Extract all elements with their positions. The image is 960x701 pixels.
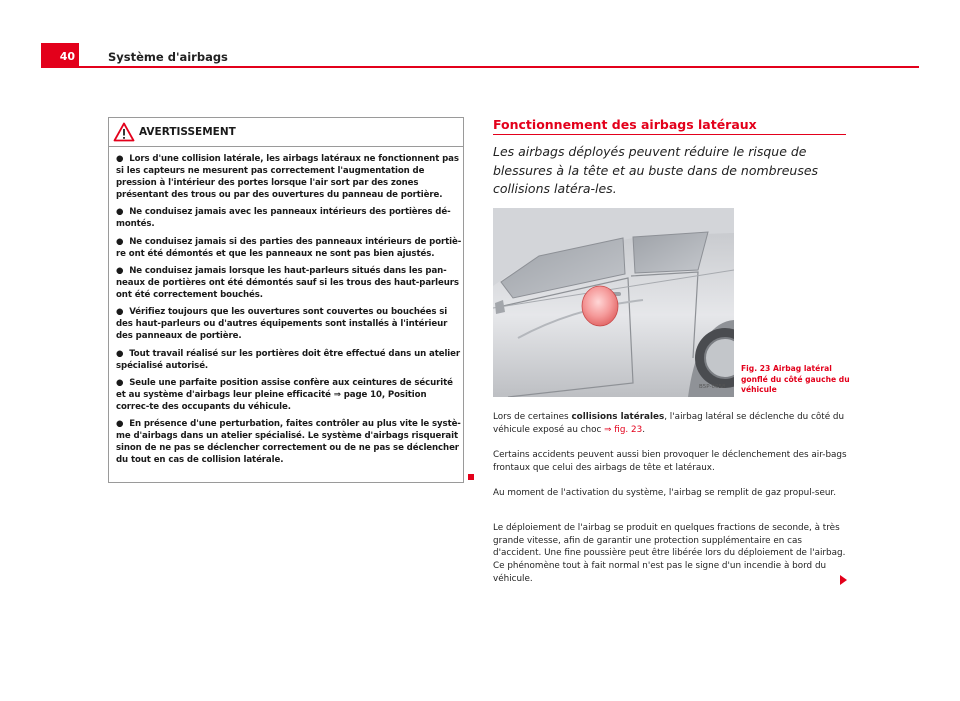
warning-item: ● Lors d'une collision latérale, les airbags latéraux ne fonctionnent pas si les capteurs ne mesurent pas correctement l'augmentation de pression à l'intérieur des portes lorsque l'air sort par des zones présentant des trous ou par des ouvertures du panneau de portière. (116, 154, 459, 200)
warning-item: ● Ne conduisez jamais lorsque les haut-parleurs situés dans les pan-neaux de portières ont été démontés sauf si les trous des haut-parleurs ont été correctement bouchés. (116, 266, 459, 300)
warning-header (109, 118, 463, 147)
end-of-section-marker (468, 474, 474, 480)
figure-side-airbag (493, 208, 734, 397)
warning-item: ● Ne conduisez jamais avec les panneaux intérieurs des portières dé-montés. (116, 207, 451, 230)
figure-caption: Fig. 23 Airbag latéral gonflé du côté gauche du véhicule (741, 364, 850, 394)
warning-item: ● Seule une parfaite position assise confère aux ceintures de sécurité et au système d'airbags leur pleine efficacité ⇒ page 10, Position correc-te des occupants du véhicule. (116, 378, 453, 412)
car-door-illustration (493, 208, 734, 397)
warning-item: ● Ne conduisez jamais si des parties des panneaux intérieurs de portiè-re ont été démontés et que les panneaux ne sont pas bien ajustés. (116, 236, 462, 259)
warning-title: AVERTISSEMENT (139, 126, 236, 138)
continue-arrow-icon (840, 575, 847, 585)
page-number: 40 (41, 43, 79, 67)
warning-item: ● Tout travail réalisé sur les portières doit être effectué dans un atelier spécialisé autorisé. (116, 348, 461, 371)
figure-code: B5P-0058 (699, 384, 726, 390)
paragraph-1: Lors de certaines collisions latérales, l'airbag latéral se déclenche du côté du véhicule exposé au choc ⇒ fig. 23. (493, 412, 845, 435)
warning-list (116, 154, 462, 473)
section-rule (493, 134, 846, 135)
warning-item: ● Vérifiez toujours que les ouvertures sont couvertes ou bouchées si des haut-parleurs ou d'autres équipements sont installés à l'intérieur des panneaux de portière. (116, 307, 448, 342)
warning-box (108, 117, 464, 483)
paragraph-2: Certains accidents peuvent aussi bien provoquer le déclenchement des air-bags frontaux que celui des airbags de tête et latéraux. (493, 450, 847, 473)
paragraph-4: Le déploiement de l'airbag se produit en quelques fractions de seconde, à très grande vitesse, afin de garantir une protection supplémentaire en cas d'accident. Une fine poussière peut être libérée lors du déploiement de l'airbag. Ce phénomène tout à fait normal n'est pas le signe d'un incendie à bord du véhicule. (493, 523, 846, 584)
section-lead: Les airbags déployés peuvent réduire le risque de blessures à la tête et au buste dans de nombreuses collisions latéra-les. (493, 144, 819, 196)
section-title: Fonctionnement des airbags latéraux (493, 117, 757, 132)
warning-triangle-icon (113, 122, 135, 142)
figure-reference-link[interactable]: ⇒ fig. 23 (604, 424, 643, 435)
header-rule (41, 66, 919, 68)
warning-item: ● En présence d'une perturbation, faites contrôler au plus vite le systè-me d'airbags dans un atelier spécialisé. Le système d'airbags risquerait sinon de ne pas se déclencher correctement ou de ne pas se déclencher du tout en cas de collision latérale. (116, 419, 461, 466)
chapter-title: Système d'airbags (108, 50, 228, 64)
paragraph-3: Au moment de l'activation du système, l'airbag se remplit de gaz propul-seur. (493, 488, 837, 498)
